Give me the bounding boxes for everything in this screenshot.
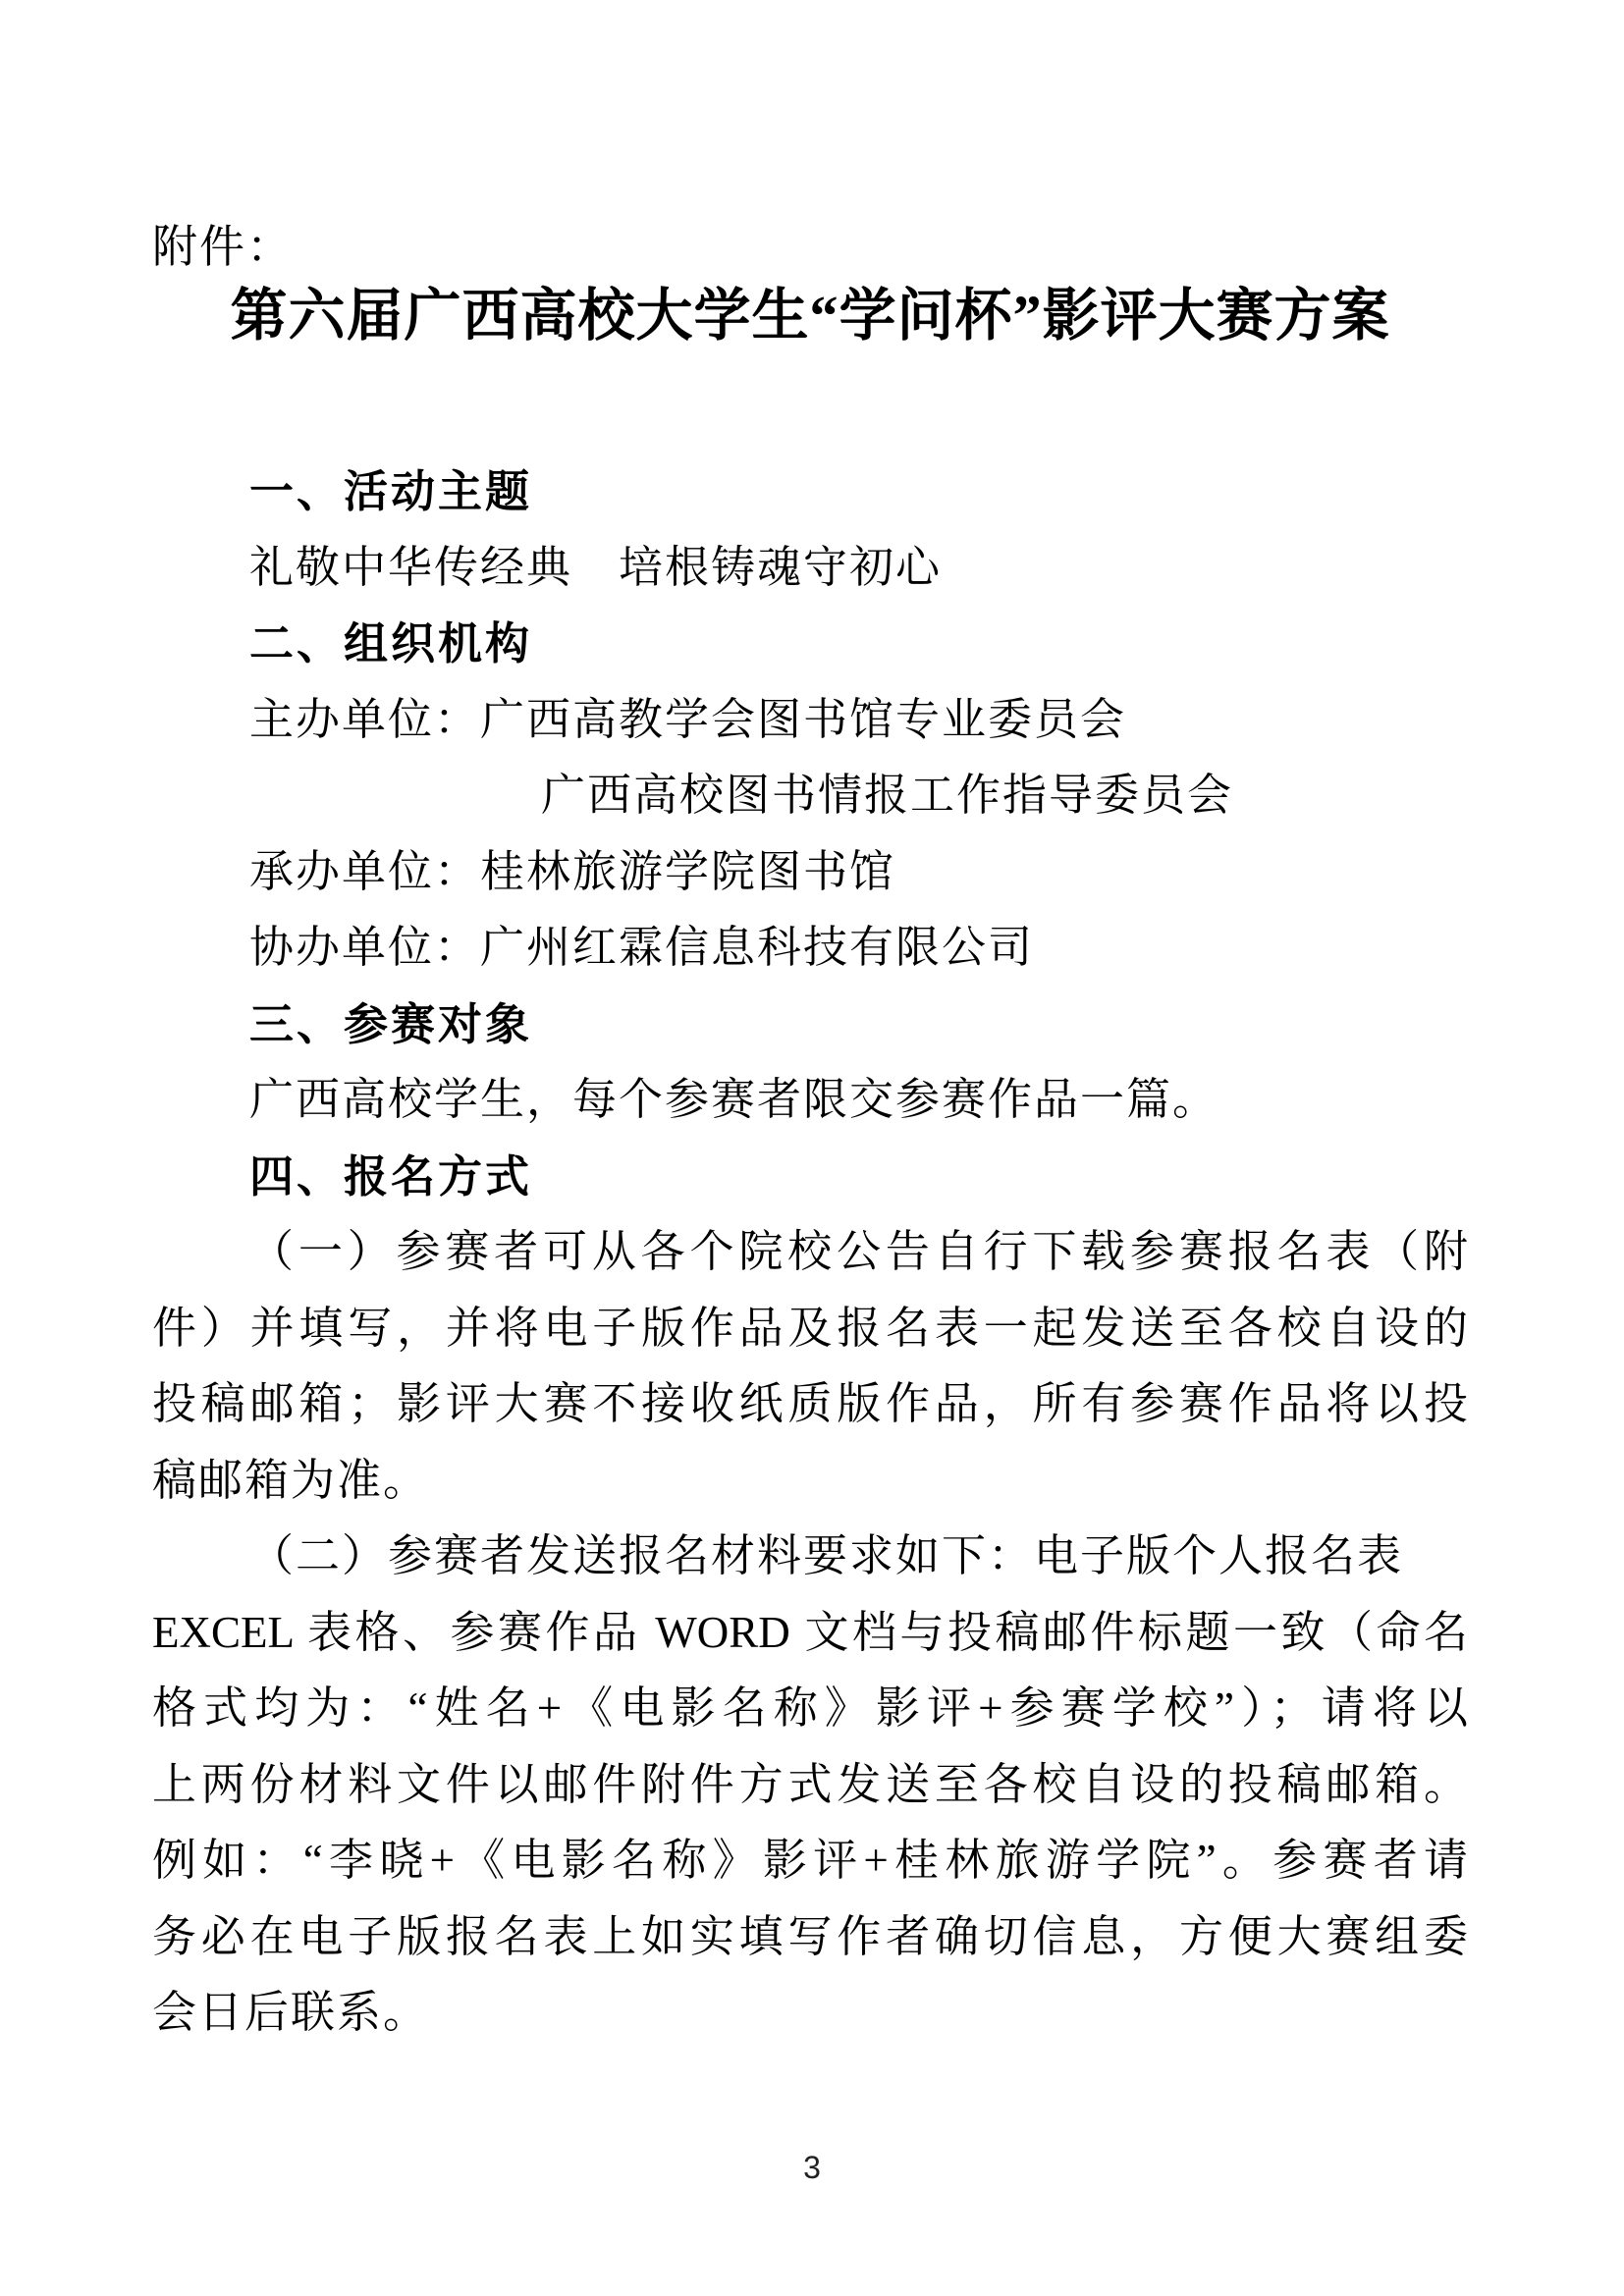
attachment-label: 附件： (152, 222, 294, 272)
section-heading-activity-theme: 一、活动主题 (249, 466, 533, 516)
document-title: 第六届广西高校大学生“学问杯”影评大赛方案 (230, 284, 1390, 347)
registration-paragraph-2-line: 务必在电子版报名表上如实填写作者确切信息，方便大赛组委 (152, 1911, 1468, 1961)
host-unit-line-1: 主办单位：广西高教学会图书馆专业委员会 (249, 694, 1127, 744)
registration-paragraph-2-line: 格式均为：“姓名+《电影名称》影评+参赛学校”）；请将以 (152, 1683, 1468, 1733)
participants-text: 广西高校学生，每个参赛者限交参赛作品一篇。 (249, 1075, 1219, 1124)
registration-paragraph-1-line: 件）并填写，并将电子版作品及报名表一起发送至各校自设的 (152, 1303, 1468, 1353)
registration-paragraph-2-line: 会日后联系。 (152, 1988, 430, 2037)
registration-paragraph-2-line: （二）参赛者发送报名材料要求如下：电子版个人报名表 (249, 1531, 1404, 1580)
section-heading-organization: 二、组织机构 (249, 618, 533, 668)
coorganizer-unit-line: 协办单位：广州红霖信息科技有限公司 (249, 923, 1035, 972)
registration-paragraph-1-line: （一）参赛者可从各个院校公告自行下载参赛报名表（附 (249, 1227, 1468, 1276)
registration-paragraph-2-line: 上两份材料文件以邮件附件方式发送至各校自设的投稿邮箱。 (152, 1759, 1468, 1809)
registration-paragraph-1-line: 投稿邮箱；影评大赛不接收纸质版作品，所有参赛作品将以投 (152, 1379, 1468, 1428)
document-body (152, 454, 1468, 2052)
section-heading-participants: 三、参赛对象 (249, 998, 533, 1049)
activity-theme-text: 礼敬中华传经典 培根铸魂守初心 (249, 542, 943, 592)
registration-paragraph-1-line: 稿邮箱为准。 (152, 1455, 430, 1505)
section-heading-registration: 四、报名方式 (249, 1150, 533, 1201)
registration-paragraph-2-line: EXCEL 表格、参赛作品 WORD 文档与投稿邮件标题一致（命名 (152, 1607, 1468, 1657)
document-content (152, 218, 1468, 2052)
undertaker-unit-line: 承办单位：桂林旅游学院图书馆 (249, 846, 896, 896)
host-unit-line-2: 广西高校图书情报工作指导委员会 (541, 771, 1234, 820)
page-number: 3 (803, 2150, 821, 2185)
registration-paragraph-2-line: 例如：“李晓+《电影名称》影评+桂林旅游学院”。参赛者请 (152, 1836, 1468, 1885)
